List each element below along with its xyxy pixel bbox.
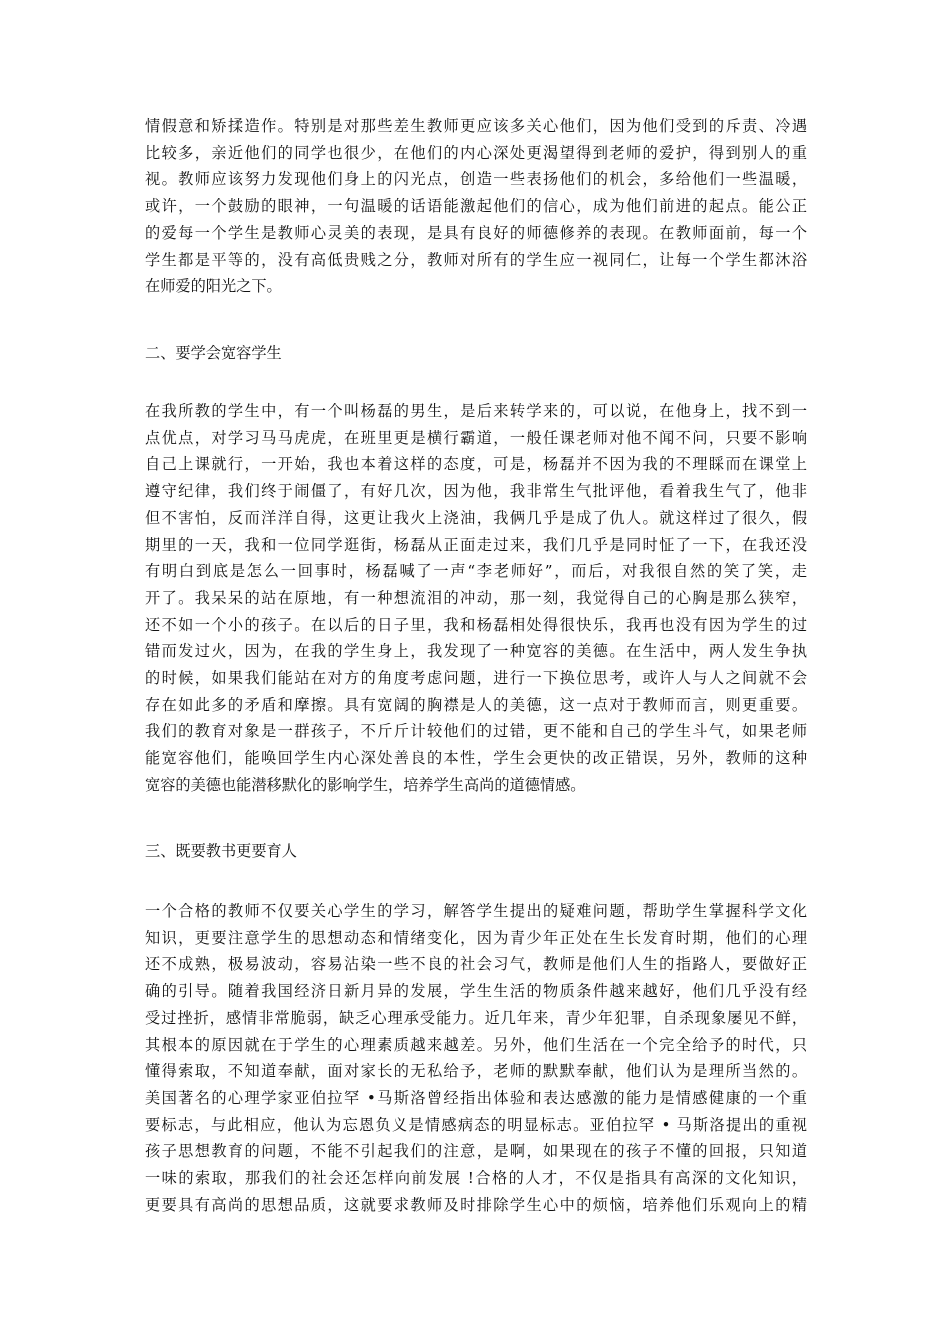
text-line: 我们的教育对象是一群孩子，不斤斤计较他们的过错，更不能和自己的学生斗气，如果老师 <box>145 722 807 741</box>
text-line: 或许，一个鼓励的眼神，一句温暖的话语能激起他们的信心，成为他们前进的起点。能公正 <box>145 197 807 216</box>
text-line: 比较多，亲近他们的同学也很少，在他们的内心深处更渴望得到老师的爱护，得到别人的重 <box>145 143 807 162</box>
section-heading-2: 二、要学会宽容学生 <box>145 344 282 362</box>
text-line: 错而发过火，因为，在我的学生身上，我发现了一种宽容的美德。在生活中，两人发生争执 <box>145 642 807 661</box>
text-line: 还不如一个小的孩子。在以后的日子里，我和杨磊相处得很快乐，我再也没有因为学生的过 <box>145 615 807 634</box>
text-line: 确的引导。随着我国经济日新月异的发展，学生生活的物质条件越来越好，他们几乎没有经 <box>145 982 807 1001</box>
text-line: 遵守纪律，我们终于闹僵了，有好几次，因为他，我非常生气批评他，看着我生气了，他非 <box>145 482 807 501</box>
text-line: 自己上课就行，一开始，我也本着这样的态度，可是，杨磊并不因为我的不理睬而在课堂上 <box>145 455 807 474</box>
text-line: 存在如此多的矛盾和摩擦。具有宽阔的胸襟是人的美德，这一点对于教师而言，则更重要。 <box>145 695 807 714</box>
text-line: 其根本的原因就在于学生的心理素质越来越差。另外，他们生活在一个完全给予的时代，只 <box>145 1035 807 1054</box>
text-line: 能宽容他们，能唤回学生内心深处善良的本性，学生会更快的改正错误，另外，教师的这种 <box>145 749 807 768</box>
text-line: 受过挫折，感情非常脆弱，缺乏心理承受能力。近几年来，青少年犯罪，自杀现象屡见不鲜， <box>145 1008 807 1027</box>
text-line: 更要具有高尚的思想品质，这就要求教师及时排除学生心中的烦恼，培养他们乐观向上的精 <box>145 1195 807 1214</box>
text-line: 宽容的美德也能潜移默化的影响学生，培养学生高尚的道德情感。 <box>145 775 586 794</box>
text-line: 知识，更要注意学生的思想动态和情绪变化，因为青少年正处在生长发育时期，他们的心理 <box>145 928 807 947</box>
text-line: 一个合格的教师不仅要关心学生的学习，解答学生提出的疑难问题，帮助学生掌握科学文化 <box>145 902 807 920</box>
text-line: 孩子思想教育的问题，不能不引起我们的注意，是啊，如果现在的孩子不懂的回报，只知道 <box>145 1142 807 1161</box>
text-line: 在我所教的学生中，有一个叫杨磊的男生，是后来转学来的，可以说，在他身上，找不到一 <box>145 402 807 420</box>
text-line: 学生都是平等的，没有高低贵贱之分，教师对所有的学生应一视同仁，让每一个学生都沐浴 <box>145 250 807 269</box>
section-heading-3: 三、既要教书更要育人 <box>145 842 297 860</box>
text-line: 一味的索取，那我们的社会还怎样向前发展 !合格的人才，不仅是指具有高深的文化知识， <box>145 1169 807 1187</box>
text-line: 要标志，与此相应，他认为忘恩负义是情感病态的明显标志。亚伯拉罕 • 马斯洛提出的重视 <box>145 1115 807 1134</box>
text-line: 点优点，对学习马马虎虎，在班里更是横行霸道，一般任课老师对他不闻不问，只要不影响 <box>145 428 807 447</box>
text-line: 的爱每一个学生是教师心灵美的表现，是具有良好的师德修养的表现。在教师面前，每一个 <box>145 223 807 242</box>
text-line: 还不成熟，极易波动，容易沾染一些不良的社会习气，教师是他们人生的指路人，要做好正 <box>145 955 807 974</box>
text-line: 在师爱的阳光之下。 <box>145 277 282 296</box>
text-line: 视。教师应该努力发现他们身上的闪光点，创造一些表扬他们的机会，多给他们一些温暖， <box>145 170 807 189</box>
text-line: 美国著名的心理学家亚伯拉罕 •马斯洛曾经指出体验和表达感激的能力是情感健康的一个重 <box>145 1088 807 1107</box>
text-line: 开了。我呆呆的站在原地，有一种想流泪的冲动，那一刻，我觉得自己的心胸是那么狭窄， <box>145 588 807 607</box>
text-line: 有明白到底是怎么一回事时，杨磊喊了一声“李老师好”，而后，对我很自然的笑了笑，走 <box>145 562 807 581</box>
text-line: 期里的一天，我和一位同学逛街，杨磊从正面走过来，我们几乎是同时怔了一下，在我还没 <box>145 535 807 554</box>
text-line: 懂得索取，不知道奉献，面对家长的无私给予，老师的默默奉献，他们认为是理所当然的。 <box>145 1062 807 1081</box>
text-line: 情假意和矫揉造作。特别是对那些差生教师更应该多关心他们，因为他们受到的斥责、冷遇 <box>145 117 807 135</box>
text-line: 的时候，如果我们能站在对方的角度考虑问题，进行一下换位思考，或许人与人之间就不会 <box>145 669 807 687</box>
text-line: 但不害怕，反而洋洋自得，这更让我火上浇油，我俩几乎是成了仇人。就这样过了很久，假 <box>145 508 807 527</box>
